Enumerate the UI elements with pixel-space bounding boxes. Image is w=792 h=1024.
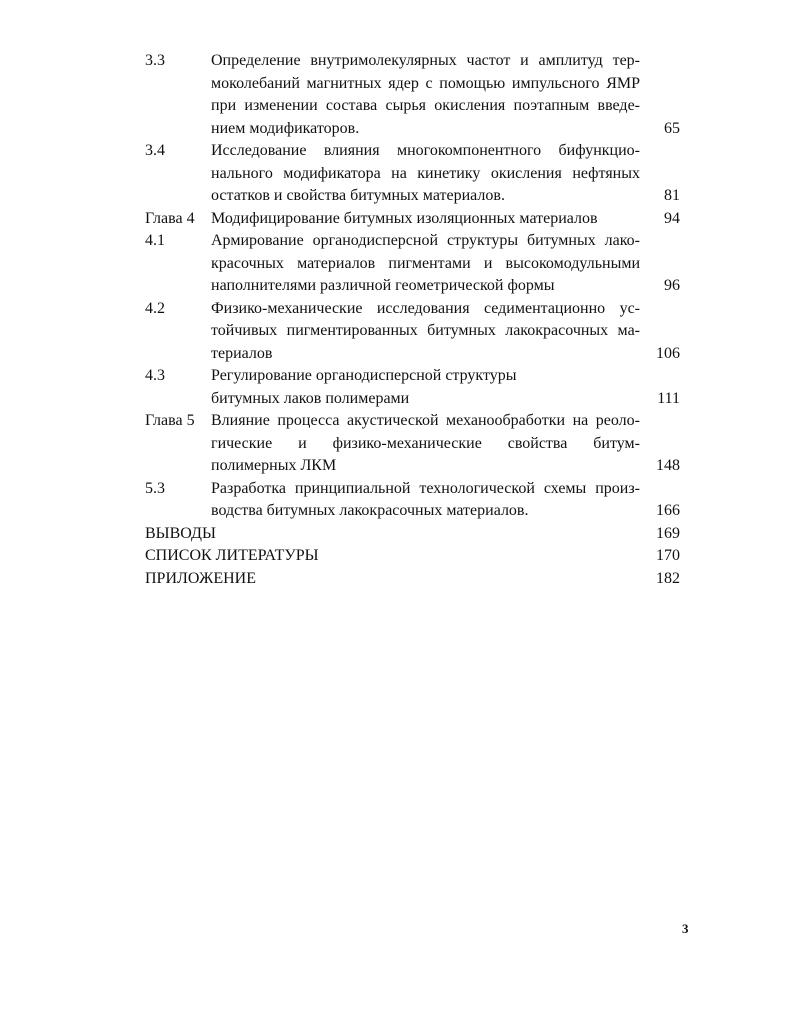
toc-entry-line: Армирование органодисперсной структуры битумных лако- xyxy=(211,232,640,249)
toc-entry-4-3 xyxy=(145,365,680,410)
toc-entry-4-1 xyxy=(145,230,680,298)
table-of-contents xyxy=(145,50,680,590)
toc-entry-number: 3.4 xyxy=(145,142,165,159)
toc-entry-page: 65 xyxy=(664,119,680,137)
toc-entry-line: Регулирование органодисперсной структуры xyxy=(211,367,517,384)
toc-entry-title xyxy=(211,208,640,231)
toc-entry-title xyxy=(211,140,640,208)
toc-entry-number: 5.3 xyxy=(145,479,165,497)
toc-entry-page: 81 xyxy=(664,187,680,204)
toc-entry-page: 94 xyxy=(664,209,680,227)
toc-entry-number: Глава 5 xyxy=(145,412,195,429)
toc-section-conclusions xyxy=(145,523,680,546)
toc-entry-line: Модифицирование битумных изоляционных материалов xyxy=(211,209,598,227)
toc-entry-line: Физико-механические исследования седиментационно ус- xyxy=(211,299,640,317)
toc-entry-title xyxy=(211,410,640,478)
toc-entry-3-4 xyxy=(145,140,680,208)
toc-entry-page: 166 xyxy=(656,502,680,519)
toc-section-page: 182 xyxy=(656,569,680,587)
toc-entry-3-3 xyxy=(145,50,680,140)
toc-entry-line: гические и физико-механические свойства битум- xyxy=(211,434,640,452)
toc-entry-chapter-5 xyxy=(145,410,680,478)
toc-entry-page: 96 xyxy=(664,277,680,294)
toc-entry-line: териалов xyxy=(211,344,273,362)
toc-entry-number: 4.3 xyxy=(145,367,165,384)
toc-entry-line: красочных материалов пигментами и высокомодульными xyxy=(211,254,640,272)
toc-entry-line: остатков и свойства битумных материалов. xyxy=(211,187,505,204)
toc-entry-page: 148 xyxy=(656,457,680,474)
toc-entry-line: тойчивых пигментированных битумных лакокрасочных ма- xyxy=(211,322,640,339)
toc-entry-line: битумных лаков полимерами xyxy=(211,389,410,407)
toc-entry-line: полимерных ЛКМ xyxy=(211,457,337,474)
toc-entry-line: нального модификатора на кинетику окисления нефтяных xyxy=(211,164,640,182)
toc-section-title: ПРИЛОЖЕНИЕ xyxy=(145,569,257,587)
toc-entry-title xyxy=(211,230,640,298)
toc-entry-4-2 xyxy=(145,298,680,366)
toc-section-appendix xyxy=(145,568,680,591)
page-number: 3 xyxy=(682,921,689,936)
toc-entry-number: 3.3 xyxy=(145,52,165,69)
toc-entry-line: наполнителями различной геометрической формы xyxy=(211,277,555,294)
toc-entry-number: 4.2 xyxy=(145,299,165,317)
toc-section-references xyxy=(145,545,680,568)
toc-section-page: 170 xyxy=(656,547,680,564)
toc-entry-number: 4.1 xyxy=(145,232,165,249)
toc-entry-line: Разработка принципиальной технологической схемы произ- xyxy=(211,479,640,497)
toc-entry-5-3 xyxy=(145,478,680,523)
toc-entry-title xyxy=(211,365,640,410)
toc-entry-page: 106 xyxy=(656,344,680,362)
toc-entry-line: Исследование влияния многокомпонентного бифункцио- xyxy=(211,142,640,159)
toc-entry-title xyxy=(211,478,640,523)
toc-entry-line: нием модификаторов. xyxy=(211,119,360,137)
toc-entry-number: Глава 4 xyxy=(145,209,195,227)
toc-entry-title xyxy=(211,50,640,140)
toc-section-title: ВЫВОДЫ xyxy=(145,524,216,542)
toc-entry-line: Влияние процесса акустической механообработки на реоло- xyxy=(211,412,640,429)
toc-entry-page: 111 xyxy=(657,389,680,407)
toc-entry-line: водства битумных лакокрасочных материалов. xyxy=(211,502,529,519)
toc-section-page: 169 xyxy=(656,524,680,542)
toc-section-title: СПИСОК ЛИТЕРАТУРЫ xyxy=(145,547,319,564)
toc-entry-line: Определение внутримолекулярных частот и амплитуд тер- xyxy=(211,52,640,69)
toc-entry-chapter-4 xyxy=(145,208,680,231)
toc-entry-line: моколебаний магнитных ядер с помощью импульсного ЯМР xyxy=(211,74,640,92)
toc-entry-line: при изменении состава сырья окисления поэтапным введе- xyxy=(211,97,640,114)
toc-entry-title xyxy=(211,298,640,366)
